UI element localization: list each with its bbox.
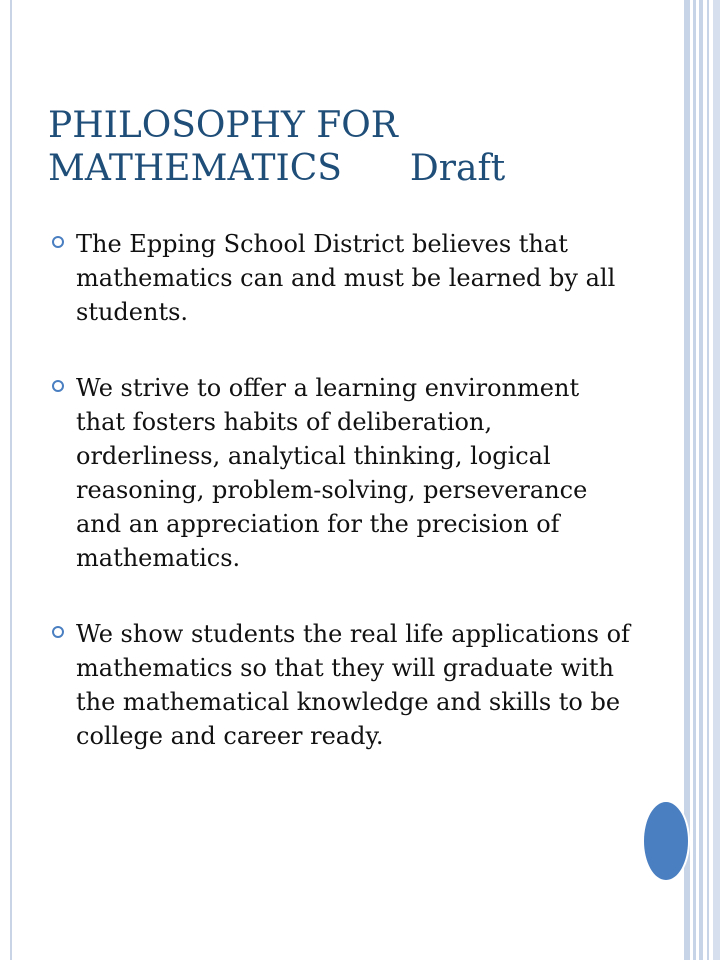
decorative-side-stripes	[684, 0, 720, 960]
title-line-2: MATHEMATICS	[48, 148, 342, 189]
bullet-list	[50, 227, 630, 795]
title-line-1: PHILOSOPHY FOR	[48, 105, 398, 146]
bullet-item	[50, 227, 630, 329]
stripe	[693, 0, 696, 960]
bullet-circle-icon	[52, 626, 64, 638]
bullet-item	[50, 617, 630, 753]
decorative-circle	[642, 800, 690, 882]
bullet-text: The Epping School District believes that mathematics can and must be learned by all students.	[76, 230, 616, 326]
bullet-text: We show students the real life applications of mathematics so that they will graduate with the mathematical knowledge and skills to be college and career ready.	[76, 620, 630, 750]
title-draft-label: Draft	[409, 148, 506, 189]
bullet-text: We strive to offer a learning environment that fosters habits of deliberation, orderliness, analytical thinking, logical reasoning, problem-solving, perseverance and an appreciation for the precision of mathematics.	[76, 374, 588, 572]
bullet-circle-icon	[52, 380, 64, 392]
slide-title	[48, 104, 648, 190]
stripe	[707, 0, 709, 960]
bullet-item	[50, 371, 630, 575]
stripe	[699, 0, 703, 960]
bullet-circle-icon	[52, 236, 64, 248]
stripe	[713, 0, 720, 960]
